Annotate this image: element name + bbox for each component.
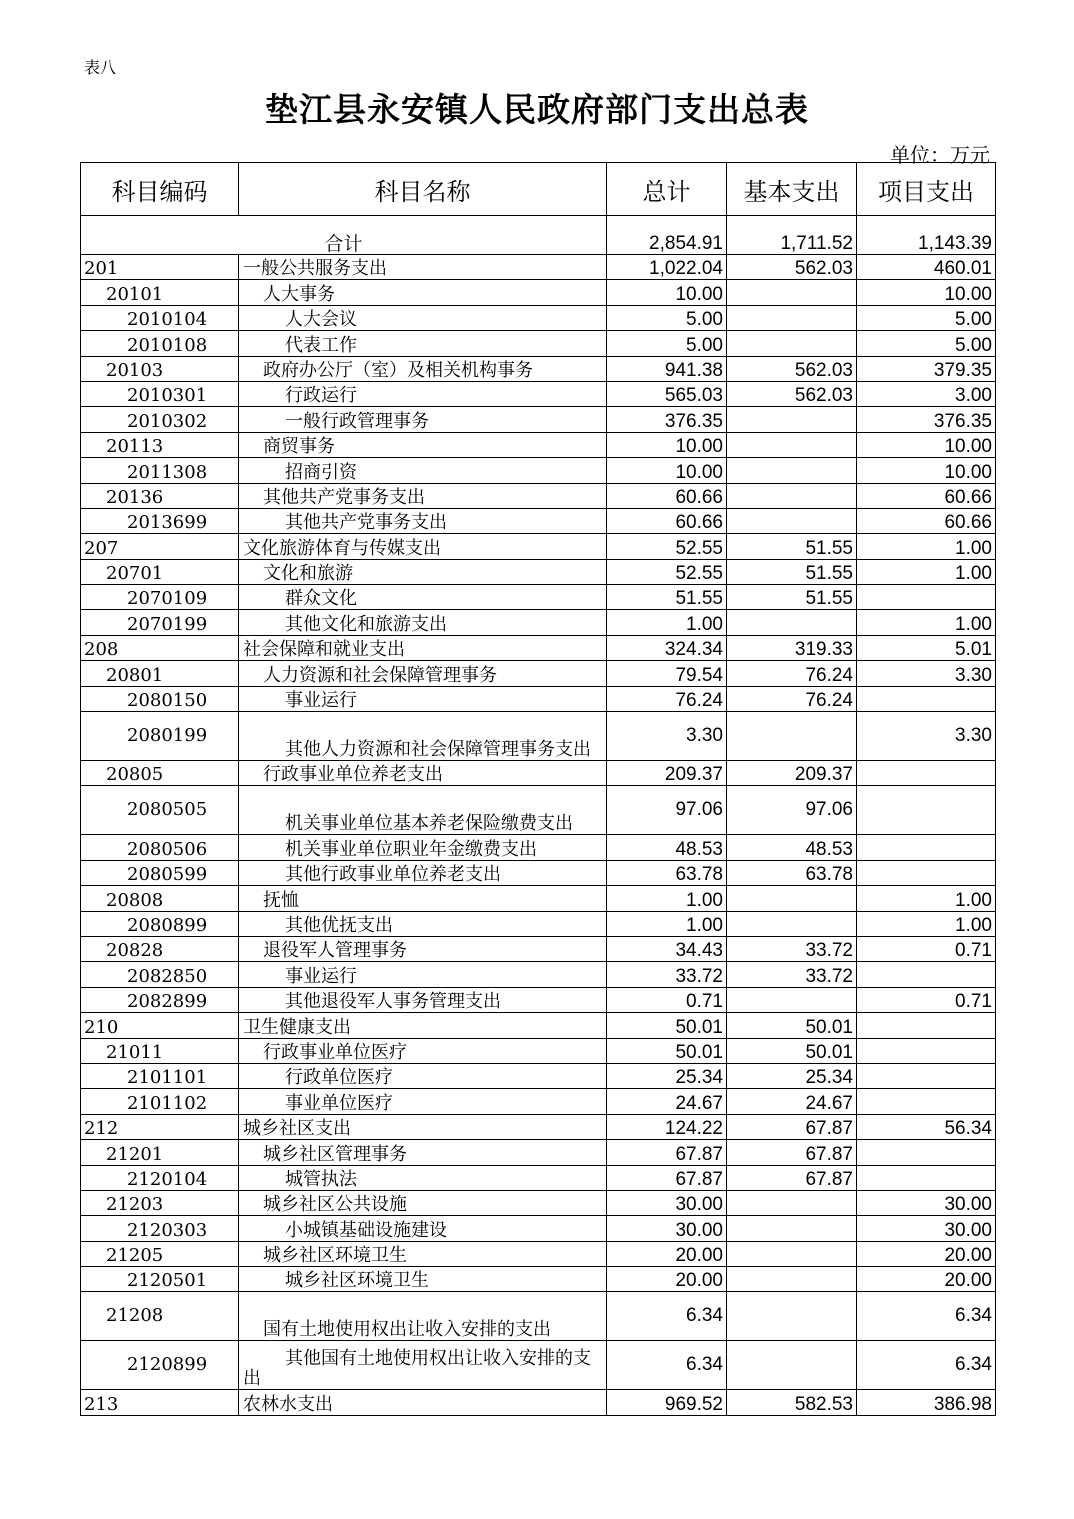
row-code: 2080505 [81,786,239,835]
row-name: 代表工作 [239,331,607,356]
row-name: 其他人力资源和社会保障管理事务支出 [239,712,607,761]
table-row [81,987,996,1012]
row-basic [727,911,857,936]
row-project: 60.66 [857,508,996,533]
row-total: 30.00 [607,1216,727,1241]
table-row [81,712,996,761]
row-project: 20.00 [857,1267,996,1292]
row-code: 2070199 [81,610,239,635]
row-basic: 76.24 [727,661,857,686]
row-total: 48.53 [607,835,727,860]
row-project: 0.71 [857,987,996,1012]
row-code: 21203 [81,1190,239,1215]
row-name: 招商引资 [239,458,607,483]
row-total: 67.87 [607,1140,727,1165]
row-code: 20808 [81,886,239,911]
row-basic [727,1292,857,1341]
row-name: 其他共产党事务支出 [239,483,607,508]
row-basic: 33.72 [727,936,857,961]
table-row [81,635,996,660]
row-total: 124.22 [607,1114,727,1139]
table-row [81,1241,996,1266]
row-basic [727,305,857,330]
row-code: 207 [81,534,239,559]
row-name: 小城镇基础设施建设 [239,1216,607,1241]
row-project: 5.00 [857,305,996,330]
row-basic [727,483,857,508]
table-row [81,331,996,356]
row-project: 60.66 [857,483,996,508]
row-basic: 51.55 [727,585,857,610]
row-name: 城乡社区支出 [239,1114,607,1139]
row-name: 城乡社区环境卫生 [239,1267,607,1292]
row-basic: 97.06 [727,786,857,835]
row-name: 其他文化和旅游支出 [239,610,607,635]
row-total: 34.43 [607,936,727,961]
row-project: 460.01 [857,255,996,280]
row-name: 城乡社区管理事务 [239,1140,607,1165]
row-code: 20828 [81,936,239,961]
row-basic: 319.33 [727,635,857,660]
row-project: 10.00 [857,432,996,457]
row-code: 2010108 [81,331,239,356]
row-name: 一般行政管理事务 [239,407,607,432]
row-basic [727,712,857,761]
row-code: 2080506 [81,835,239,860]
row-project [857,786,996,835]
row-project: 376.35 [857,407,996,432]
row-total: 20.00 [607,1241,727,1266]
row-project: 1.00 [857,610,996,635]
row-name: 农林水支出 [239,1390,607,1415]
row-code: 2011308 [81,458,239,483]
row-project: 1.00 [857,886,996,911]
header-code: 科目编码 [81,163,239,216]
row-total: 60.66 [607,508,727,533]
row-code: 2010301 [81,381,239,406]
table-row [81,483,996,508]
total-total: 2,854.91 [607,216,727,255]
row-name: 事业单位医疗 [239,1089,607,1114]
table-row [81,508,996,533]
row-project [857,585,996,610]
row-total: 76.24 [607,686,727,711]
row-basic [727,1216,857,1241]
row-project: 10.00 [857,458,996,483]
row-name: 机关事业单位职业年金缴费支出 [239,835,607,860]
row-code: 20113 [81,432,239,457]
table-row [81,1089,996,1114]
row-name: 行政事业单位医疗 [239,1038,607,1063]
row-code: 20701 [81,559,239,584]
row-name: 人大事务 [239,280,607,305]
row-total: 1.00 [607,610,727,635]
row-total: 1.00 [607,911,727,936]
row-total: 6.34 [607,1341,727,1390]
row-code: 2010104 [81,305,239,330]
row-code: 20103 [81,356,239,381]
table-row [81,661,996,686]
row-name: 社会保障和就业支出 [239,635,607,660]
table-row [81,1216,996,1241]
row-project [857,686,996,711]
row-code: 2080899 [81,911,239,936]
row-basic [727,1190,857,1215]
row-basic: 25.34 [727,1063,857,1088]
row-project [857,1089,996,1114]
expenditure-table [80,162,996,1416]
row-code: 21208 [81,1292,239,1341]
row-project: 30.00 [857,1216,996,1241]
row-name: 其他共产党事务支出 [239,508,607,533]
row-total: 969.52 [607,1390,727,1415]
table-row [81,305,996,330]
row-total: 20.00 [607,1267,727,1292]
table-row [81,1140,996,1165]
row-total: 5.00 [607,305,727,330]
table-row [81,686,996,711]
row-project: 1.00 [857,534,996,559]
row-basic: 51.55 [727,534,857,559]
row-name: 其他退役军人事务管理支出 [239,987,607,1012]
table-row [81,534,996,559]
row-total: 10.00 [607,280,727,305]
row-code: 201 [81,255,239,280]
table-row [81,356,996,381]
row-total: 50.01 [607,1013,727,1038]
row-project [857,962,996,987]
total-label: 合计 [81,216,607,255]
row-name: 人力资源和社会保障管理事务 [239,661,607,686]
row-basic: 209.37 [727,761,857,786]
row-name: 一般公共服务支出 [239,255,607,280]
row-project [857,860,996,885]
row-project: 379.35 [857,356,996,381]
row-basic: 67.87 [727,1114,857,1139]
page-title: 垫江县永安镇人民政府部门支出总表 [265,90,809,129]
row-name: 事业运行 [239,962,607,987]
row-code: 213 [81,1390,239,1415]
row-basic [727,987,857,1012]
header-project: 项目支出 [857,163,996,216]
table-row [81,255,996,280]
table-row [81,1063,996,1088]
row-basic: 562.03 [727,356,857,381]
row-total: 52.55 [607,534,727,559]
row-project: 3.00 [857,381,996,406]
row-code: 2120899 [81,1341,239,1390]
table-row [81,1190,996,1215]
row-total: 1.00 [607,886,727,911]
table-row [81,962,996,987]
row-total: 60.66 [607,483,727,508]
row-code: 2120104 [81,1165,239,1190]
row-total: 941.38 [607,356,727,381]
row-project: 1.00 [857,911,996,936]
row-basic [727,1267,857,1292]
row-total: 324.34 [607,635,727,660]
table-row [81,432,996,457]
row-project [857,1063,996,1088]
table-row [81,1341,996,1390]
row-name: 其他优抚支出 [239,911,607,936]
row-total: 24.67 [607,1089,727,1114]
row-name: 机关事业单位基本养老保险缴费支出 [239,786,607,835]
table-row [81,886,996,911]
row-name: 其他国有土地使用权出让收入安排的支出 [239,1341,607,1390]
row-basic: 582.53 [727,1390,857,1415]
row-code: 2082850 [81,962,239,987]
table-row [81,610,996,635]
row-project: 6.34 [857,1341,996,1390]
row-total: 209.37 [607,761,727,786]
row-code: 20101 [81,280,239,305]
row-code: 2082899 [81,987,239,1012]
row-total: 10.00 [607,432,727,457]
row-code: 21011 [81,1038,239,1063]
table-row [81,1267,996,1292]
row-name: 群众文化 [239,585,607,610]
row-code: 208 [81,635,239,660]
row-basic: 50.01 [727,1013,857,1038]
row-name: 其他行政事业单位养老支出 [239,860,607,885]
total-project: 1,143.39 [857,216,996,255]
row-code: 20805 [81,761,239,786]
table-row [81,407,996,432]
row-total: 25.34 [607,1063,727,1088]
table-row [81,761,996,786]
row-name: 文化旅游体育与传媒支出 [239,534,607,559]
row-basic [727,1341,857,1390]
row-name: 退役军人管理事务 [239,936,607,961]
row-code: 2080150 [81,686,239,711]
header-name: 科目名称 [239,163,607,216]
table-row [81,585,996,610]
row-code: 2070109 [81,585,239,610]
row-name: 行政运行 [239,381,607,406]
row-basic: 562.03 [727,381,857,406]
row-name: 抚恤 [239,886,607,911]
table-row [81,381,996,406]
row-name: 政府办公厅（室）及相关机构事务 [239,356,607,381]
unit-label: 单位：万元 [890,143,990,167]
table-row [81,936,996,961]
table-row [81,458,996,483]
row-basic [727,407,857,432]
row-basic: 33.72 [727,962,857,987]
row-name: 城管执法 [239,1165,607,1190]
row-name: 国有土地使用权出让收入安排的支出 [239,1292,607,1341]
row-name: 商贸事务 [239,432,607,457]
table-row [81,1390,996,1415]
table-row [81,1114,996,1139]
row-project [857,1038,996,1063]
row-name: 文化和旅游 [239,559,607,584]
total-basic: 1,711.52 [727,216,857,255]
row-basic: 76.24 [727,686,857,711]
row-basic [727,458,857,483]
row-project: 5.01 [857,635,996,660]
row-total: 1,022.04 [607,255,727,280]
row-project [857,761,996,786]
row-project: 1.00 [857,559,996,584]
row-code: 212 [81,1114,239,1139]
row-name: 行政单位医疗 [239,1063,607,1088]
row-code: 21205 [81,1241,239,1266]
table-row [81,1013,996,1038]
row-total: 52.55 [607,559,727,584]
table-row [81,835,996,860]
table-row [81,280,996,305]
row-code: 2013699 [81,508,239,533]
row-project: 3.30 [857,712,996,761]
row-total: 63.78 [607,860,727,885]
row-basic [727,886,857,911]
row-name: 行政事业单位养老支出 [239,761,607,786]
row-name: 城乡社区公共设施 [239,1190,607,1215]
table-row [81,559,996,584]
row-basic: 562.03 [727,255,857,280]
row-total: 51.55 [607,585,727,610]
row-code: 2080599 [81,860,239,885]
header-row [81,163,996,216]
row-total: 10.00 [607,458,727,483]
row-code: 20801 [81,661,239,686]
row-name: 事业运行 [239,686,607,711]
row-basic: 67.87 [727,1140,857,1165]
row-total: 97.06 [607,786,727,835]
row-total: 67.87 [607,1165,727,1190]
table-row [81,1038,996,1063]
row-basic: 24.67 [727,1089,857,1114]
row-basic: 48.53 [727,835,857,860]
row-name: 人大会议 [239,305,607,330]
row-total: 3.30 [607,712,727,761]
table-row [81,786,996,835]
row-project: 30.00 [857,1190,996,1215]
row-basic: 51.55 [727,559,857,584]
row-project: 56.34 [857,1114,996,1139]
row-code: 20136 [81,483,239,508]
header-total: 总计 [607,163,727,216]
table-row [81,1165,996,1190]
row-project: 10.00 [857,280,996,305]
row-total: 5.00 [607,331,727,356]
row-total: 565.03 [607,381,727,406]
row-code: 2010302 [81,407,239,432]
row-project: 3.30 [857,661,996,686]
row-code: 2120501 [81,1267,239,1292]
row-total: 6.34 [607,1292,727,1341]
row-code: 2101102 [81,1089,239,1114]
row-basic [727,280,857,305]
row-basic [727,508,857,533]
row-code: 21201 [81,1140,239,1165]
row-total: 50.01 [607,1038,727,1063]
row-total: 30.00 [607,1190,727,1215]
row-total: 0.71 [607,987,727,1012]
row-total: 376.35 [607,407,727,432]
row-project [857,1013,996,1038]
row-project [857,1140,996,1165]
row-project [857,835,996,860]
row-project: 0.71 [857,936,996,961]
row-basic: 63.78 [727,860,857,885]
row-basic: 50.01 [727,1038,857,1063]
row-total: 79.54 [607,661,727,686]
row-total: 33.72 [607,962,727,987]
row-basic [727,432,857,457]
row-project: 386.98 [857,1390,996,1415]
table-row [81,1292,996,1341]
total-row [81,216,996,255]
row-code: 210 [81,1013,239,1038]
row-project: 5.00 [857,331,996,356]
row-name: 城乡社区环境卫生 [239,1241,607,1266]
row-project: 20.00 [857,1241,996,1266]
table-row [81,911,996,936]
sheet-label: 表八 [84,58,117,77]
row-code: 2080199 [81,712,239,761]
header-basic: 基本支出 [727,163,857,216]
row-code: 2120303 [81,1216,239,1241]
row-name: 卫生健康支出 [239,1013,607,1038]
row-basic [727,331,857,356]
table-row [81,860,996,885]
row-project [857,1165,996,1190]
row-basic: 67.87 [727,1165,857,1190]
row-project: 6.34 [857,1292,996,1341]
row-code: 2101101 [81,1063,239,1088]
row-basic [727,610,857,635]
row-basic [727,1241,857,1266]
